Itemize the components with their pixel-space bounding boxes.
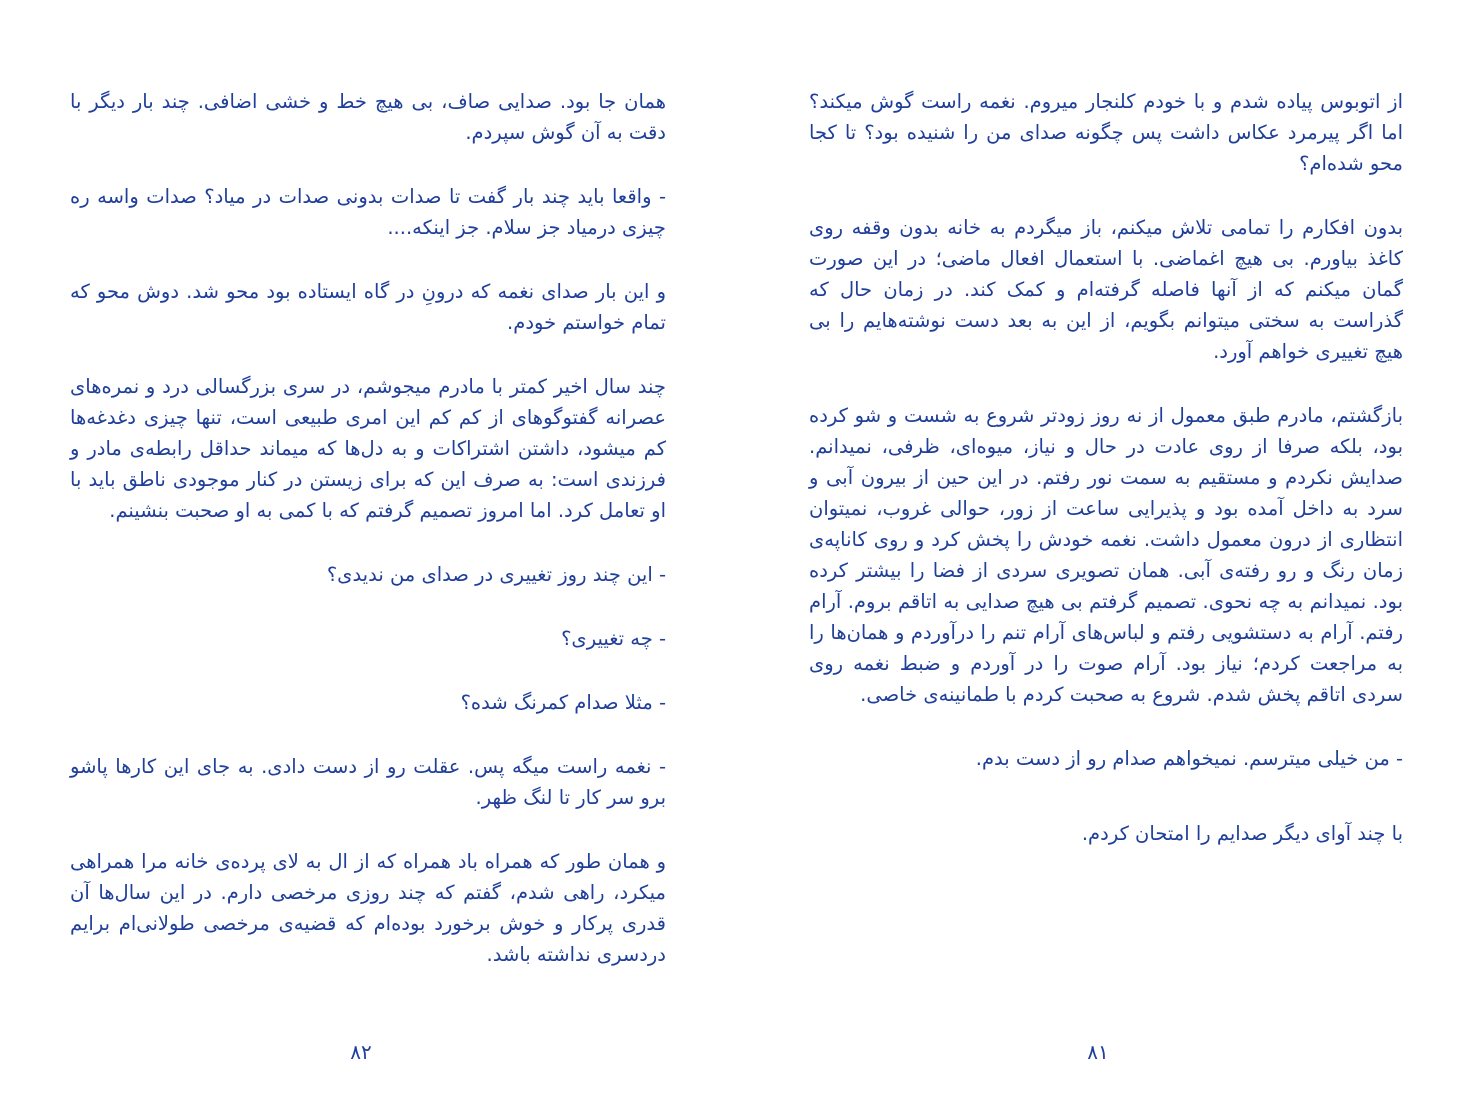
right-page bbox=[737, 0, 1474, 1106]
dialogue-line: - چه تغییری؟ bbox=[561, 627, 666, 650]
paragraph: از اتوبوس پیاده شدم و با خودم کلنجار میروم. نغمه راست گوش میکند؟ اما اگر پیرمرد عکاس داشت پس چگونه صدای من را شنیده بود؟ تا کجا محو شده‌ام؟ bbox=[809, 90, 1403, 175]
page-number: ۸۲ bbox=[350, 1040, 372, 1064]
paragraph: و این بار صدای نغمه که درونِ در گاه ایستاده بود محو شد. دوش محو که تمام خواستم خودم. bbox=[70, 280, 666, 334]
dialogue-line: - مثلا صدام کمرنگ شده؟ bbox=[460, 691, 666, 714]
paragraph: بازگشتم، مادرم طبق معمول از نه روز زودتر شروع به شست و شو کرده بود، بلکه صرفا از روی عادت در حال و نیاز، میوه‌ای، ظرفی، نمیدانم. صدایش نکردم و مستقیم به سمت نور رفتم. در این حین از بیرون آبی و سرد به داخل آمده بود و پذیرایی ساعت از زور، حوالی غروب، نمیتوان انتظاری از درون معمول داشت. نغمه خودش را پخش کرد و روی کاناپه‌ی زمان رنگ و رو رفته‌ی آبی. همان تصویری سردی از فضا را بیشتر کرده بود. نمیدانم به چه نحوی. تصمیم گرفتم بی هیچ صدایی به اتاقم بروم. آرام رفتم. آرام به دستشویی رفتم و لباس‌های آرام تنم را درآوردم و همان‌ها را به مراجعت کردم؛ نیاز بود. آرام صوت را در آوردم و ضبط نغمه روی سردی اتاقم پخش شدم. شروع به صحبت کردم با طمانینه‌ی خاصی. bbox=[809, 404, 1403, 706]
paragraph: بدون افکارم را تمامی تلاش میکنم، باز میگردم به خانه بدون وقفه روی کاغذ بیاورم. بی هیچ اغماضی. با استعمال افعال ماضی؛ در این صورت گمان میکنم که از آنها فاصله گرفته‌ام و کمک کند. در زمان حال که گذراست به سختی میتوانم بگویم، از این به بعد دست نوشته‌هایم را بی هیچ تغییری خواهم آورد. bbox=[809, 216, 1403, 363]
paragraph: با چند آوای دیگر صدایم را امتحان کردم. bbox=[1081, 822, 1403, 845]
paragraph: و همان طور که همراه باد همراه که از ال به لای پرده‌ی خانه مرا همراهی میکرد، راهی شدم، گفتم که چند روزی مرخصی دارم. در این سال‌ها آن قدری پرکار و خوش برخورد بوده‌ام که قضیه‌ی مرخصی طولانی‌ام برایم دردسری نداشته باشد. bbox=[70, 850, 666, 966]
dialogue-line: - من خیلی میترسم. نمیخواهم صدام رو از دست بدم. bbox=[975, 747, 1403, 770]
paragraph: چند سال اخیر کمتر با مادرم میجوشم، در سری بزرگسالی درد و نمره‌های عصرانه گفتوگوهای از کم کم این امری طبیعی است، تنها چیزی دغدغه‌ها کم میشود، داشتن اشتراکات و به دل‌ها که میماند حداقل رابطه‌ی مادر و فرزندی است: به صرف این که برای زیستن در کنار موجودی ناطق باید با او تعامل کرد. اما امروز تصمیم گرفتم که با کمی به او صحبت بنشینم. bbox=[70, 375, 666, 522]
page-number: ۸۱ bbox=[1087, 1040, 1109, 1064]
dialogue-line: - این چند روز تغییری در صدای من ندیدی؟ bbox=[326, 563, 666, 586]
right-page-text bbox=[809, 86, 1403, 882]
left-page-text bbox=[70, 86, 666, 1003]
paragraph: همان جا بود. صدایی صاف، بی هیچ خط و خشی اضافی. چند بار دیگر با دقت به آن گوش سپردم. bbox=[70, 90, 666, 144]
dialogue-line: - نغمه راست میگه پس. عقلت رو از دست دادی. به جای این کارها پاشو برو سر کار تا لنگ ظهر. bbox=[70, 755, 666, 809]
paragraph: - واقعا باید چند بار گفت تا صدات بدونی صدات در میاد؟ صدات واسه ره چیزی درمیاد جز سلام. جز اینکه.... bbox=[70, 185, 666, 239]
